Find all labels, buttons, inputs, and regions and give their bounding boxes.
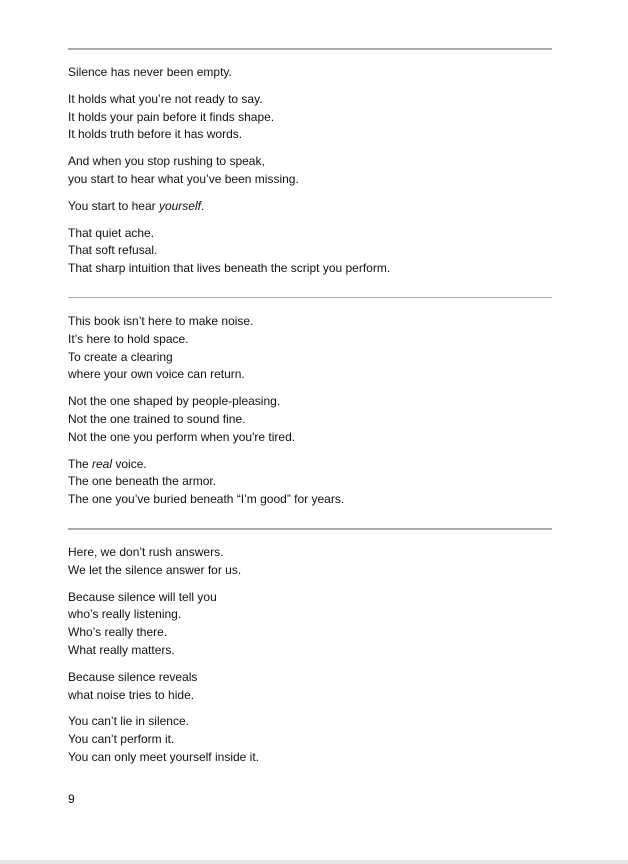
text-line: Not the one shaped by people-pleasing. xyxy=(68,394,281,409)
text-line: That quiet ache. xyxy=(68,225,155,240)
text-line xyxy=(68,456,568,474)
page-number: 9 xyxy=(68,792,75,806)
text-fragment: The xyxy=(68,456,93,471)
text-line: Not the one you perform when you're tired. xyxy=(68,429,296,444)
text-line: This book isn’t here to make noise. xyxy=(68,314,254,328)
section-1 xyxy=(68,64,568,287)
text-line: It holds truth before it has words. xyxy=(68,127,243,142)
text-line: That soft refusal. xyxy=(68,243,158,258)
text-line: where your own voice can return. xyxy=(68,367,245,382)
text-line: What really matters. xyxy=(68,642,175,657)
stanza xyxy=(68,589,568,660)
text-line: what noise tries to hide. xyxy=(68,687,195,702)
text-fragment: . xyxy=(200,198,205,213)
page-bottom-edge xyxy=(0,860,628,864)
section-3 xyxy=(68,544,568,776)
text-line: Who’s really there. xyxy=(68,625,168,640)
stanza xyxy=(68,544,568,580)
text-line: you start to hear what you’ve been missing. xyxy=(68,171,299,186)
text-line: To create a clearing xyxy=(68,349,173,364)
section-2 xyxy=(68,313,568,518)
text-line: It holds your pain before it finds shape. xyxy=(68,109,275,124)
emphasis-text: yourself xyxy=(158,198,201,213)
stanza xyxy=(68,153,568,189)
stanza xyxy=(68,64,568,82)
text-line: Because silence will tell you xyxy=(68,589,217,604)
stanza xyxy=(68,198,568,216)
text-line: We let the silence answer for us. xyxy=(68,562,242,577)
text-line: It’s here to hold space. xyxy=(68,331,189,346)
text-line: It holds what you’re not ready to say. xyxy=(68,91,263,106)
stanza xyxy=(68,456,568,509)
text-line: Silence has never been empty. xyxy=(68,65,232,79)
text-line: Not the one trained to sound fine. xyxy=(68,411,246,426)
text-fragment: voice. xyxy=(112,456,147,471)
stanza xyxy=(68,225,568,278)
text-line: Here, we don’t rush answers. xyxy=(68,545,224,559)
emphasis-text: real xyxy=(92,456,113,471)
text-line: And when you stop rushing to speak, xyxy=(68,154,265,169)
stanza xyxy=(68,393,568,446)
stanza xyxy=(68,91,568,144)
section-divider xyxy=(68,48,552,50)
text-line: The one beneath the armor. xyxy=(68,474,217,489)
text-line: You can’t perform it. xyxy=(68,732,175,747)
stanza xyxy=(68,713,568,766)
stanza xyxy=(68,313,568,384)
text-line: That sharp intuition that lives beneath the script you perform. xyxy=(68,261,391,276)
section-divider xyxy=(68,297,552,298)
text-line: who’s really listening. xyxy=(68,607,182,622)
text-line: You can only meet yourself inside it. xyxy=(68,749,259,764)
stanza xyxy=(68,669,568,705)
text-line xyxy=(68,198,568,216)
section-divider xyxy=(68,528,552,530)
text-line: Because silence reveals xyxy=(68,669,198,684)
text-line: The one you’ve buried beneath “I’m good” for years. xyxy=(68,492,345,507)
text-line: You can’t lie in silence. xyxy=(68,714,189,729)
text-fragment: You start to hear xyxy=(68,198,159,213)
